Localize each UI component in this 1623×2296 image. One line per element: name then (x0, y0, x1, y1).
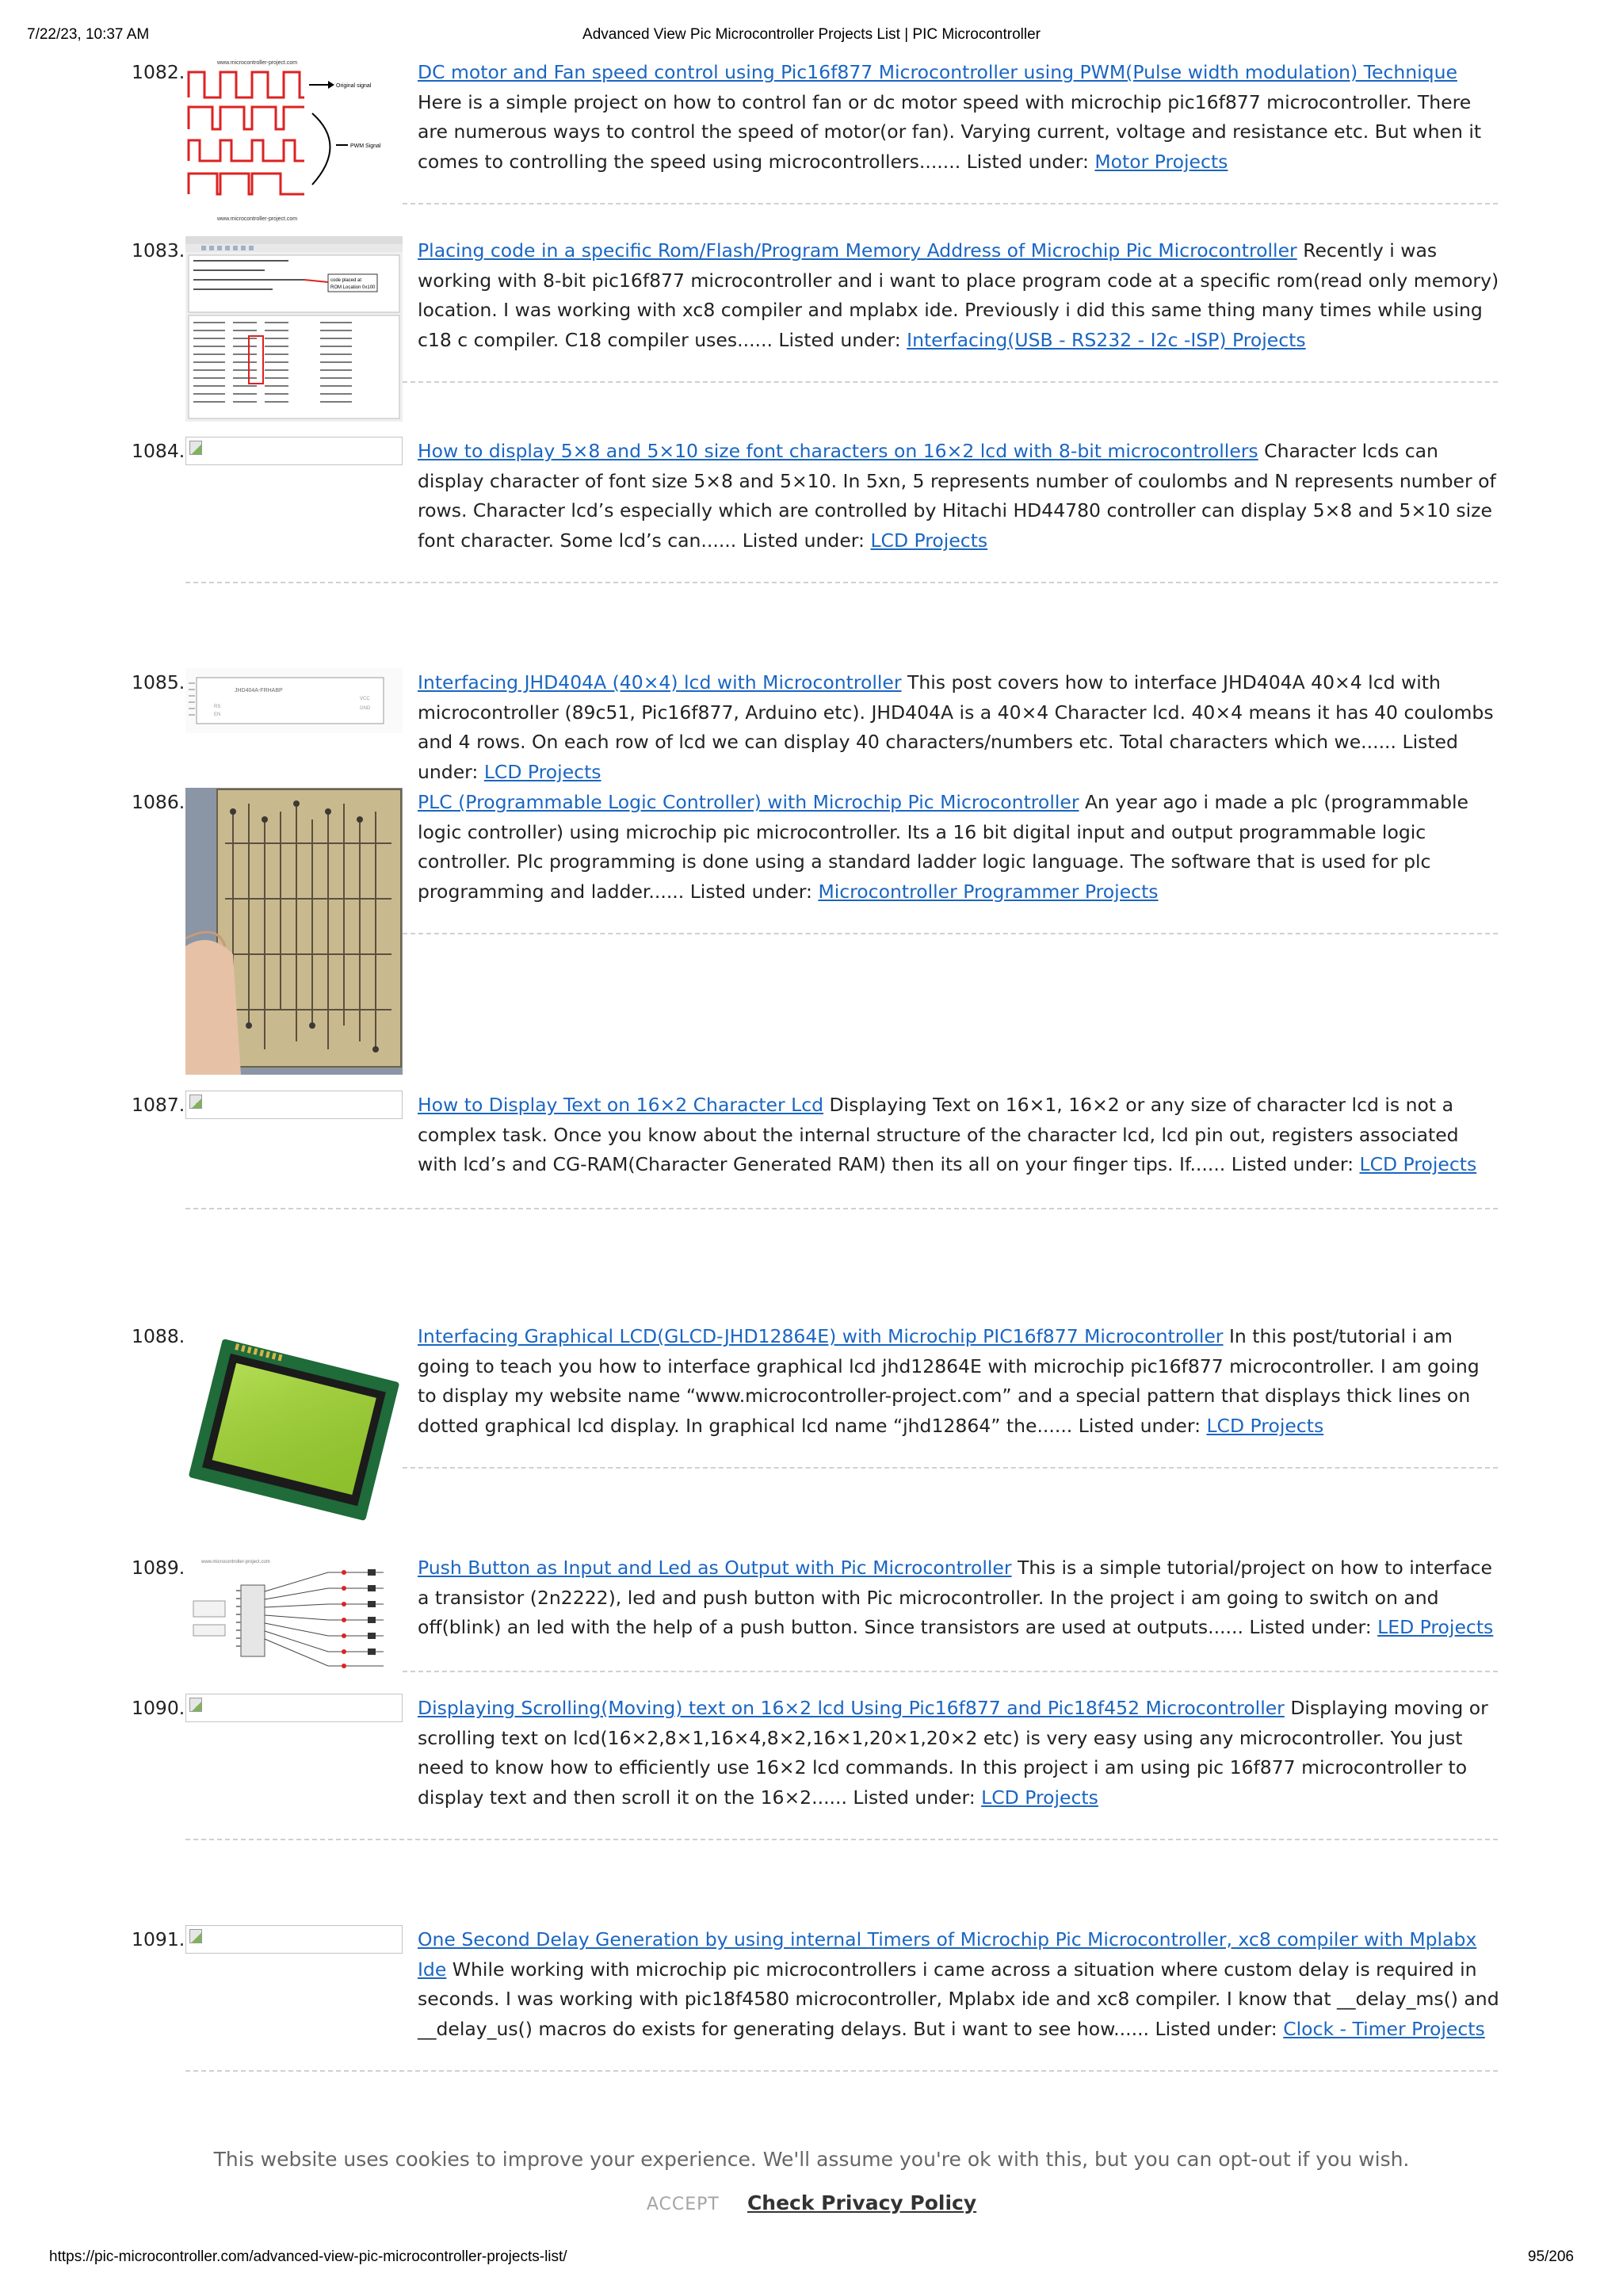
entry-title-link[interactable]: Interfacing JHD404A (40×4) lcd with Microcontroller (418, 671, 902, 693)
entry-excerpt: Displaying Text on 16×1, 16×2 or any size of character lcd is not a complex task. Once you know about the internal structure of the character lcd, lcd pin out, registers associated with lcd’s and CG-RAM(Character Generated RAM) then its all on your finger tips. If...... Listed under: (418, 1094, 1459, 1175)
entry-description (418, 236, 1503, 355)
entry-number: 1084. (132, 440, 185, 462)
entry-divider (403, 381, 1498, 383)
print-timestamp: 7/22/23, 10:37 AM (27, 26, 150, 43)
entry-title-link[interactable]: Displaying Scrolling(Moving) text on 16×2 lcd Using Pic16f877 and Pic18f452 Microcontroller (418, 1697, 1285, 1719)
entry-title-link[interactable]: Push Button as Input and Led as Output with Pic Microcontroller (418, 1557, 1012, 1579)
entry-title-link[interactable]: One Second Delay Generation by using internal Timers of Microchip Pic Microcontroller, xc8 compiler with Mplabx Ide (418, 1928, 1477, 1981)
entry-title-link[interactable]: DC motor and Fan speed control using Pic16f877 Microcontroller using PWM(Pulse width modulation) Technique (418, 61, 1457, 83)
category-link[interactable]: LCD Projects (1206, 1414, 1324, 1437)
svg-text:EN: EN (214, 712, 221, 717)
entry-number: 1082. (132, 61, 185, 83)
entry-thumbnail[interactable] (185, 1322, 403, 1538)
entry-number: 1088. (132, 1325, 185, 1347)
print-header (0, 26, 1623, 50)
mplabx-ide-screenshot (185, 236, 403, 422)
entry-thumbnail[interactable] (185, 58, 403, 226)
entry-title-link[interactable]: How to Display Text on 16×2 Character Lcd (418, 1094, 824, 1116)
entry-thumbnail[interactable] (185, 788, 403, 1075)
print-page-title: Advanced View Pic Microcontroller Projects List | PIC Microcontroller (582, 26, 1041, 43)
cookie-banner-actions (0, 2189, 1623, 2220)
entry-title-link[interactable]: PLC (Programmable Logic Controller) with Microchip Pic Microcontroller (418, 791, 1079, 813)
entry-number: 1091. (132, 1928, 185, 1950)
print-footer (0, 2248, 1623, 2272)
svg-text:www.microcontroller-project.co: www.microcontroller-project.com (201, 1560, 270, 1564)
entry-excerpt: Character lcds can display character of font size 5×8 and 5×10. In 5xn, 5 represents number of coulombs and N represents number of rows. Character lcd’s especially which are controlled by Hitachi HD44780 controller can display 5×8 and 5×10 size font character. Some lcd’s can...... Listed under: (418, 440, 1496, 552)
entry-title-link[interactable]: Placing code in a specific Rom/Flash/Program Memory Address of Microchip Pic Microcontroller (418, 239, 1297, 262)
entry-description (418, 1091, 1503, 1180)
print-url: https://pic-microcontroller.com/advanced-view-pic-microcontroller-projects-list/ (49, 2248, 567, 2265)
category-link[interactable]: Motor Projects (1094, 150, 1228, 173)
category-link[interactable]: LCD Projects (1359, 1153, 1477, 1175)
entry-description (418, 668, 1503, 787)
plc-pcb-photo (185, 788, 403, 1075)
jhd404a-diagram (185, 668, 403, 733)
svg-text:PWM Signal: PWM Signal (350, 143, 381, 149)
category-link[interactable]: Interfacing(USB - RS232 - I2c -ISP) Projects (907, 328, 1306, 351)
led-circuit-schematic (185, 1553, 403, 1674)
svg-text:GND: GND (360, 706, 371, 711)
svg-text:code placed at: code placed at (330, 278, 362, 283)
svg-text:ROM Location 0x100: ROM Location 0x100 (330, 285, 376, 290)
entry-number: 1085. (132, 671, 185, 693)
svg-text:Original signal: Original signal (336, 83, 372, 89)
broken-image-icon[interactable] (185, 1925, 403, 1954)
entry-divider (185, 2070, 1498, 2072)
svg-text:VCC: VCC (360, 697, 370, 701)
graphical-lcd-photo (185, 1322, 403, 1538)
entry-excerpt: An year ago i made a plc (programmable logic controller) using microchip pic microcontroller. Its a 16 bit digital input and output programmable logic controller. Plc programming is done using a standard ladder logic language. The software that is used for plc programming and ladder...... Listed under: (418, 791, 1468, 903)
category-link[interactable]: Microcontroller Programmer Projects (818, 880, 1159, 903)
svg-text:www.microcontroller-project.co: www.microcontroller-project.com (217, 60, 298, 66)
svg-text:JHD404A-FRHABP: JHD404A-FRHABP (235, 688, 283, 693)
entry-title-link[interactable]: Interfacing Graphical LCD(GLCD-JHD12864E) with Microchip PIC16f877 Microcontroller (418, 1325, 1224, 1347)
svg-text:RS: RS (214, 705, 221, 709)
entry-title-link[interactable]: How to display 5×8 and 5×10 size font characters on 16×2 lcd with 8-bit microcontrollers (418, 440, 1258, 462)
entry-description (418, 1553, 1503, 1643)
entry-excerpt: Displaying moving or scrolling text on lcd(16×2,8×1,16×4,8×2,16×1,20×1,20×2 etc) is very easy using any microcontroller. You just need to know how to efficiently use 16×2 lcd commands. In this project i am using pic 16f877 microcontroller to display text and then scroll it on the 16×2...... Listed under: (418, 1697, 1488, 1809)
privacy-policy-link[interactable]: Check Privacy Policy (747, 2191, 977, 2214)
entry-divider (403, 1467, 1498, 1469)
svg-text:www.microcontroller-project.co: www.microcontroller-project.com (217, 216, 298, 222)
entry-excerpt: In this post/tutorial i am going to teach you how to interface graphical lcd jhd12864E with microchip pic16f877 microcontroller. I am going to display my website name “www.microcontroller-project.com” and a special pattern that displays thick lines on dotted graphical lcd display. In graphical lcd name “jhd12864” the...... Listed under: (418, 1325, 1480, 1437)
entry-thumbnail[interactable] (185, 1553, 403, 1674)
entry-divider (185, 1208, 1498, 1209)
broken-image-icon[interactable] (185, 437, 403, 465)
entry-excerpt: Recently i was working with 8-bit pic16f877 microcontroller and i want to place program code at a specific rom(read only memory) location. I was working with xc8 compiler and mplabx ide. Previously i did this same thing many times while using c18 c compiler. C18 compiler uses...... Listed under: (418, 239, 1499, 351)
accept-cookies-button[interactable]: ACCEPT (646, 2195, 720, 2214)
category-link[interactable]: LCD Projects (483, 760, 601, 783)
pwm-waveform-diagram (185, 58, 403, 226)
category-link[interactable]: Clock - Timer Projects (1283, 2017, 1485, 2040)
category-link[interactable]: LCD Projects (981, 1786, 1098, 1809)
entry-excerpt: This post covers how to interface JHD404A 40×4 lcd with microcontroller (89c51, Pic16f877, Arduino etc). JHD404A is a 40×4 Character lcd. 40×4 means it has 40 coulombs and 4 rows. On each row of lcd we can display 40 characters/numbers etc. Total characters which we...... Listed under: (418, 671, 1494, 783)
category-link[interactable]: LCD Projects (870, 529, 988, 552)
entry-number: 1089. (132, 1557, 185, 1579)
entry-description (418, 437, 1503, 556)
category-link[interactable]: LED Projects (1377, 1616, 1494, 1638)
entry-number: 1090. (132, 1697, 185, 1719)
entry-description (418, 788, 1503, 907)
entry-excerpt: Here is a simple project on how to control fan or dc motor speed with microchip pic16f877 microcontroller. There are numerous ways to control the speed of motor(or fan). Varying current, voltage and resistance etc. But when it comes to controlling the speed using microcontrollers....... Listed under: (418, 90, 1482, 173)
entry-number: 1086. (132, 791, 185, 813)
entry-divider (185, 582, 1498, 583)
entry-number: 1083. (132, 239, 185, 262)
entry-description (418, 58, 1503, 177)
print-page-number: 95/206 (1527, 2248, 1574, 2265)
entry-excerpt: While working with microchip pic microcontrollers i came across a situation where custom delay is required in seconds. I was working with pic18f4580 microcontroller, Mplabx ide and xc8 compiler. I know that __delay_ms() and __delay_us() macros do exists for generating delays. But i want to see how...... Listed under: (418, 1958, 1499, 2040)
entry-excerpt: This is a simple tutorial/project on how to interface a transistor (2n2222), led and push button with Pic microcontroller. In the project i am going to switch on and off(blink) an led with the help of a push button. Since transistors are used at outputs...... Listed under: (418, 1557, 1493, 1638)
cookie-banner-message: This website uses cookies to improve your experience. We'll assume you're ok with this, but you can opt-out if you wish. (213, 2148, 1410, 2171)
entry-description (418, 1694, 1503, 1813)
entry-description (418, 1925, 1503, 2044)
entry-divider (403, 933, 1498, 934)
entry-thumbnail[interactable] (185, 668, 403, 733)
entry-divider (403, 203, 1498, 204)
broken-image-icon[interactable] (185, 1694, 403, 1722)
entry-thumbnail[interactable] (185, 236, 403, 422)
broken-image-icon[interactable] (185, 1091, 403, 1119)
entry-divider (403, 1671, 1498, 1672)
entry-number: 1087. (132, 1094, 185, 1116)
entry-description (418, 1322, 1503, 1441)
entry-divider (185, 1839, 1498, 1840)
